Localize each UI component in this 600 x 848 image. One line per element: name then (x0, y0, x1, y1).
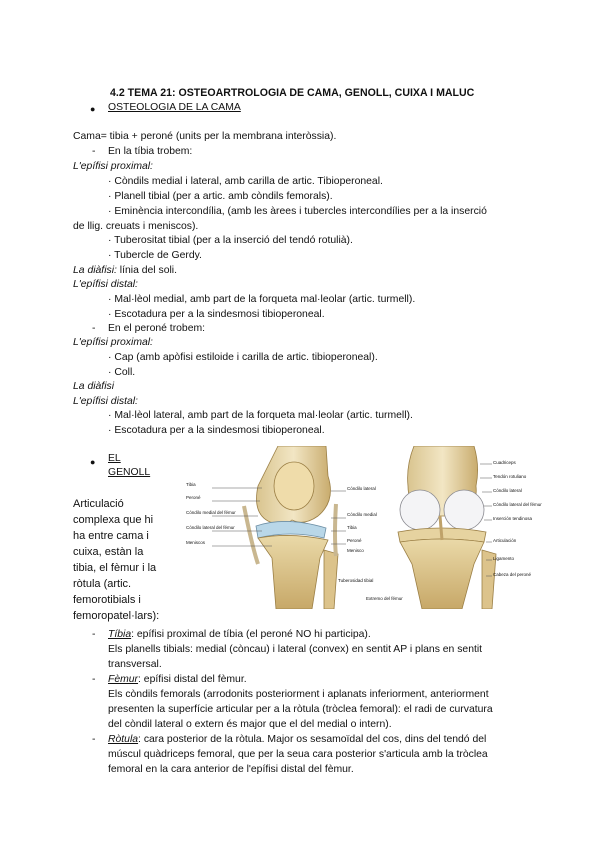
dash: - (92, 674, 96, 685)
tibia-diafisi-text: línia del soli. (116, 265, 177, 276)
figure-label: Menisco (347, 548, 364, 553)
item-line: Els planells tibials: medial (còncau) i lateral (convex) en sentit AP i plans en sentit (108, 644, 483, 655)
figure-label: Peroné (186, 495, 201, 500)
knee-right-view (398, 446, 496, 609)
desc-line: tibia, el fèmur i la (73, 562, 157, 574)
list-item: · Cap (amb apòfisi estiloide i carilla de artic. tibioperoneal). (108, 352, 378, 363)
figure-label: Tibia (347, 525, 357, 530)
item-line: presenten la superfície articular per a la ròtula (tròclea femoral): el radi de curvatura (108, 704, 493, 715)
figure-label: Tibia (186, 482, 196, 487)
item-label-tibia: Tíbia (108, 629, 132, 640)
list-item: · Còndils medial i lateral, amb carilla de artic. Tibioperoneal. (108, 176, 383, 187)
bullet: ● (90, 104, 96, 114)
tibia-prox-label: L'epífisi proximal: (73, 161, 153, 172)
list-item: · Coll. (108, 367, 136, 378)
tibia-diafisi-line (73, 264, 177, 278)
genoll-item-rotula (108, 733, 486, 747)
section-heading-genoll-1: EL (108, 453, 121, 464)
figure-label: Peroné (347, 538, 362, 543)
list-item: · Escotadura per a la sindesmosi tibioperoneal. (108, 425, 325, 436)
list-item: · Mal·lèol lateral, amb part de la forqueta mal·leolar (artic. turmell). (108, 410, 413, 421)
figure-label: Cabeza del peroné (493, 572, 532, 577)
item-line: femoral en la cara anterior de l'epífisi distal del fèmur. (108, 764, 354, 775)
desc-line: complexa que hi (73, 514, 154, 526)
bullet: ● (90, 457, 96, 467)
dash: - (92, 734, 96, 745)
genoll-item-tibia (108, 628, 371, 642)
section-heading-genoll-2: GENOLL (108, 467, 151, 478)
figure-caption: Extremo del fémur (366, 596, 403, 601)
item-label-rotula: Ròtula (108, 734, 139, 745)
figure-label: Ligamento (493, 556, 515, 561)
item-text: : cara posterior de la ròtula. Major os sesamoïdal del cos, dins del tendó del (138, 734, 487, 745)
knee-anatomy-figure (186, 446, 542, 609)
list-item-wrap: de llig. creuats i meniscos). (73, 221, 199, 232)
figure-label: Cóndilo lateral del fémur (186, 525, 235, 530)
desc-line: femoropatel·lars): (73, 610, 160, 622)
list-item: · Eminència intercondília, (amb les àrees i tubercles intercondílies per a la inserció (108, 206, 487, 217)
list-item: · Tubercle de Gerdy. (108, 250, 202, 261)
perone-dist-label: L'epífisi distal: (73, 396, 138, 407)
figure-label: Cóndilo lateral del fémur (493, 502, 542, 507)
knee-left-view (244, 446, 338, 609)
desc-line: Articulació (73, 498, 124, 510)
perone-prox-label: L'epífisi proximal: (73, 337, 153, 348)
list-item: · Planell tibial (per a artic. amb còndils femorals). (108, 191, 333, 202)
figure-label: Cóndilo lateral (493, 488, 522, 493)
dash: - (92, 323, 96, 334)
item-line: Els còndils femorals (arrodonits posteriorment i aplanats inferiorment, anteriorment (108, 689, 489, 700)
list-item: · Mal·lèol medial, amb part de la forqueta mal·leolar (artic. turmell). (108, 294, 416, 305)
section-heading-osteologia: OSTEOLOGIA DE LA CAMA (108, 102, 241, 113)
figure-label: Meniscos (186, 540, 206, 545)
tibia-diafisi-label: La diàfisi: (73, 265, 117, 276)
item-label-femur: Fèmur (108, 674, 139, 685)
figure-label: Cóndilo lateral (347, 486, 376, 491)
item-line: múscul quàdriceps femoral, que per la seua cara posterior s'articula amb la tròclea (108, 749, 488, 760)
figure-label: Cóndilo medial (347, 512, 377, 517)
figure-label: Cuadriceps (493, 460, 516, 465)
perone-diafisi-label: La diàfisi (73, 381, 115, 392)
dash: - (92, 629, 96, 640)
list-item: · Escotadura per a la sindesmosi tibioperoneal. (108, 309, 325, 320)
desc-line: femorotibials i (73, 594, 141, 606)
figure-label: Inserción tendinosa (493, 516, 533, 521)
tibia-dash-line: En la tíbia trobem: (108, 146, 193, 157)
genoll-item-femur (108, 673, 247, 687)
desc-line: cuixa, estàn la (73, 546, 144, 558)
tibia-dist-label: L'epífisi distal: (73, 279, 138, 290)
dash: - (92, 146, 96, 157)
item-line: del còndil lateral o extern és major que el del medial o intern). (108, 719, 392, 730)
item-text: : epífisi proximal de tíbia (el peroné NO hi participa). (131, 629, 371, 640)
figure-label: Tendón rotuliano (493, 474, 527, 479)
item-text: : epífisi distal del fèmur. (138, 674, 247, 685)
desc-line: ròtula (artic. (73, 578, 132, 590)
perone-dash-line: En el peroné trobem: (108, 323, 206, 334)
desc-line: ha entre cama i (73, 530, 149, 542)
page-title: 4.2 TEMA 21: OSTEOARTROLOGIA DE CAMA, GENOLL, CUIXA I MALUC (110, 87, 475, 99)
genoll-description (73, 496, 159, 624)
figure-label: Articulación (493, 538, 517, 543)
figure-label: Cóndilo medial del fémur (186, 510, 236, 515)
figure-caption: Tuberosidad tibial (338, 578, 374, 583)
list-item: · Tuberositat tibial (per a la inserció del tendó rotulià). (108, 235, 353, 246)
item-line: transversal. (108, 659, 162, 670)
intro-line: Cama= tibia + peroné (units per la membrana interòssia). (73, 131, 337, 142)
